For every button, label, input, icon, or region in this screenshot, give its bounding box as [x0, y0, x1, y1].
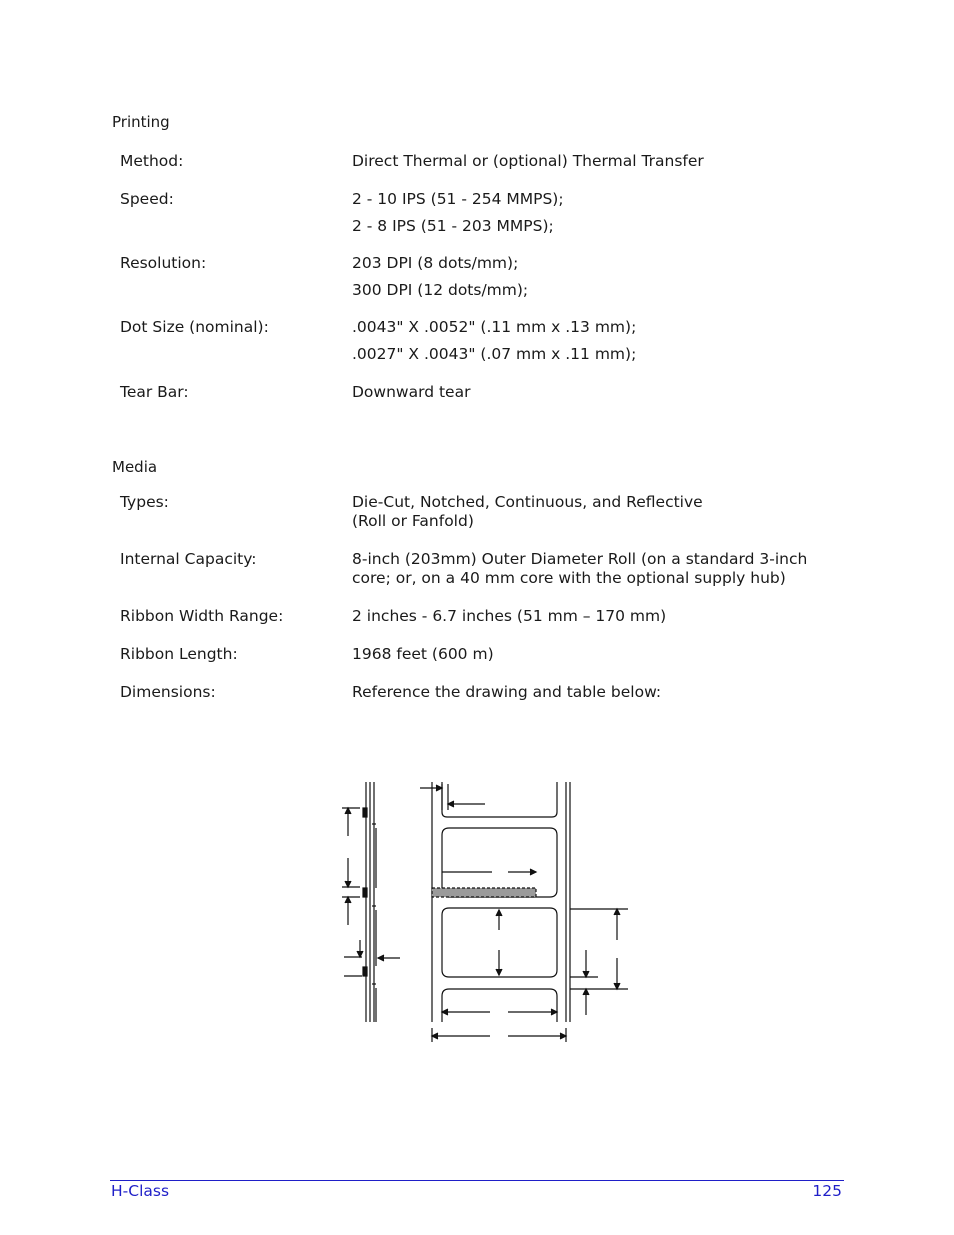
tearbar-label: Tear Bar:	[120, 383, 189, 401]
types-label: Types:	[120, 493, 169, 511]
types-value-1: Die-Cut, Notched, Continuous, and Reflective	[352, 493, 703, 511]
footer-product-name: H-Class	[111, 1182, 170, 1200]
media-heading: Media	[112, 458, 158, 476]
media-front-view	[420, 782, 570, 1042]
resolution-value-2: 300 DPI (12 dots/mm);	[352, 281, 529, 299]
speed-label: Speed:	[120, 190, 174, 208]
speed-value-1: 2 - 10 IPS (51 - 254 MMPS);	[352, 190, 564, 208]
capacity-value-1: 8-inch (203mm) Outer Diameter Roll (on a standard 3-inch	[352, 550, 808, 568]
resolution-value-1: 203 DPI (8 dots/mm);	[352, 254, 519, 272]
printing-heading: Printing	[112, 113, 170, 131]
dotsize-value-2: .0027" X .0043" (.07 mm x .11 mm);	[352, 345, 637, 363]
footer-page-number: 125	[812, 1182, 842, 1200]
dotsize-label: Dot Size (nominal):	[120, 318, 269, 336]
capacity-value-2: core; or, on a 40 mm core with the optional supply hub)	[352, 569, 786, 587]
media-side-view	[342, 782, 400, 1022]
media-right-dimensions	[570, 909, 628, 1015]
ribbon-width-value: 2 inches - 6.7 inches (51 mm – 170 mm)	[352, 607, 667, 625]
ribbon-length-label: Ribbon Length:	[120, 645, 238, 663]
ribbon-width-label: Ribbon Width Range:	[120, 607, 284, 625]
footer-rule	[110, 1180, 844, 1181]
dotsize-value-1: .0043" X .0052" (.11 mm x .13 mm);	[352, 318, 637, 336]
method-label: Method:	[120, 152, 184, 170]
dimensions-value: Reference the drawing and table below:	[352, 683, 662, 701]
dimensions-label: Dimensions:	[120, 683, 216, 701]
capacity-label: Internal Capacity:	[120, 550, 257, 568]
method-value: Direct Thermal or (optional) Thermal Transfer	[352, 152, 704, 170]
speed-value-2: 2 - 8 IPS (51 - 203 MMPS);	[352, 217, 554, 235]
ribbon-length-value: 1968 feet (600 m)	[352, 645, 494, 663]
types-value-2: (Roll or Fanfold)	[352, 512, 474, 530]
media-dimensions-drawing	[330, 770, 640, 1050]
resolution-label: Resolution:	[120, 254, 207, 272]
tearbar-value: Downward tear	[352, 383, 471, 401]
